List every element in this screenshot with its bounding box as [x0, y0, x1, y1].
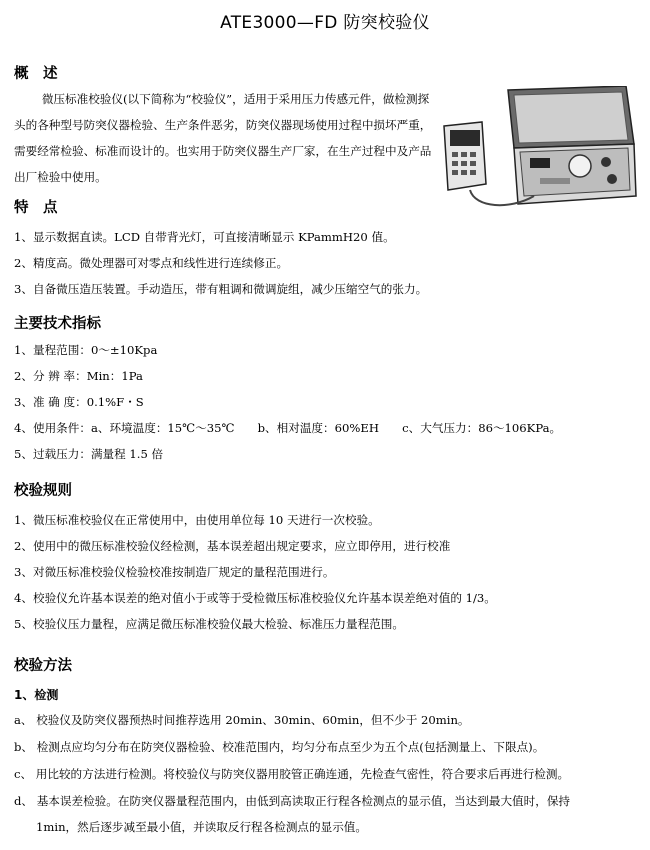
methods-subheading: 1、检测: [14, 688, 59, 702]
rule-item: 3、对微压标准校验仪检验校准按制造厂规定的量程范围进行。: [14, 565, 335, 579]
rule-item: 2、使用中的微压标准校验仪经检测，基本误差超出规定要求，应立即停用，进行校准: [14, 539, 451, 553]
specs-heading: 主要技术指标: [14, 316, 101, 332]
document-title: ATE3000—FD 防突校验仪: [220, 13, 430, 33]
spec-item: 2、分 辨 率：Min：1Pa: [14, 369, 143, 383]
feature-item: 1、显示数据直读。LCD 自带背光灯，可直接清晰显示 KPammH20 值。: [14, 230, 395, 244]
spec-item: 3、准 确 度：0.1%F・S: [14, 395, 144, 409]
rules-heading: 校验规则: [14, 483, 72, 499]
feature-item: 3、自备微压造压装置。手动造压，带有粗调和微调旋组，减少压缩空气的张力。: [14, 282, 428, 296]
spec-item: 4、使用条件：a、环境温度：15℃～35℃ b、相对温度：60%EH c、大气压力：86～106KPa。: [14, 421, 562, 435]
rule-item: 4、校验仪允许基本误差的绝对值小于或等于受检微压标准校验仪允许基本误差绝对值的 1/3。: [14, 591, 496, 605]
spec-item: 5、过载压力：满量程 1.5 倍: [14, 447, 164, 461]
overview-text: 微压标准校验仪(以下简称为“校验仪”，适用于采用压力传感元件，做检测探头的各种型号防突仪器检验、生产条件恶劣，防突仪器现场使用过程中损坏严重，需要经常检验、标准而设计的。也实用于防突仪器生产厂家，在生产过程中及产品出厂检验中使用。: [14, 92, 432, 184]
case-display: [530, 158, 550, 168]
rule-item: 5、校验仪压力量程，应满足微压标准校验仪最大检验、标准压力量程范围。: [14, 617, 404, 631]
method-item: a、 校验仪及防突仪器预热时间推荐选用 20min、30min、60min，但不少于 20min。: [14, 713, 470, 727]
method-item: c、 用比较的方法进行检测。将校验仪与防突仪器用胶管正确连通，先检查气密性，符合要求后再进行检测。: [14, 767, 570, 781]
knob-coarse: [601, 157, 611, 167]
gauge-dial: [569, 155, 591, 177]
method-item: d、 基本误差检验。在防突仪器量程范围内，由低到高读取正行程各检测点的显示值，当达到最大值时，保持: [14, 794, 571, 808]
features-heading: 特 点: [14, 200, 58, 216]
rule-item: 1、微压标准校验仪在正常使用中，由使用单位每 10 天进行一次校验。: [14, 513, 380, 527]
method-item-continued: 1min，然后逐步减至最小值，并读取反行程各检测点的显示值。: [36, 820, 367, 834]
knob-fine: [607, 174, 617, 184]
methods-heading: 校验方法: [14, 658, 72, 674]
handheld-lcd: [450, 130, 480, 146]
method-item: b、 检测点应均匀分布在防突仪器检验、校准范围内，均匀分布点至少为五个点(包括测量上、下限点)。: [14, 740, 545, 754]
feature-item: 2、精度高。微处理器可对零点和线性进行连续修正。: [14, 256, 289, 270]
overview-heading: 概 述: [14, 66, 58, 82]
product-photo: [430, 86, 640, 211]
case-lid-inner: [514, 92, 628, 143]
spec-item: 1、量程范围：0～±10Kpa: [14, 343, 158, 357]
case-switch: [540, 178, 570, 184]
